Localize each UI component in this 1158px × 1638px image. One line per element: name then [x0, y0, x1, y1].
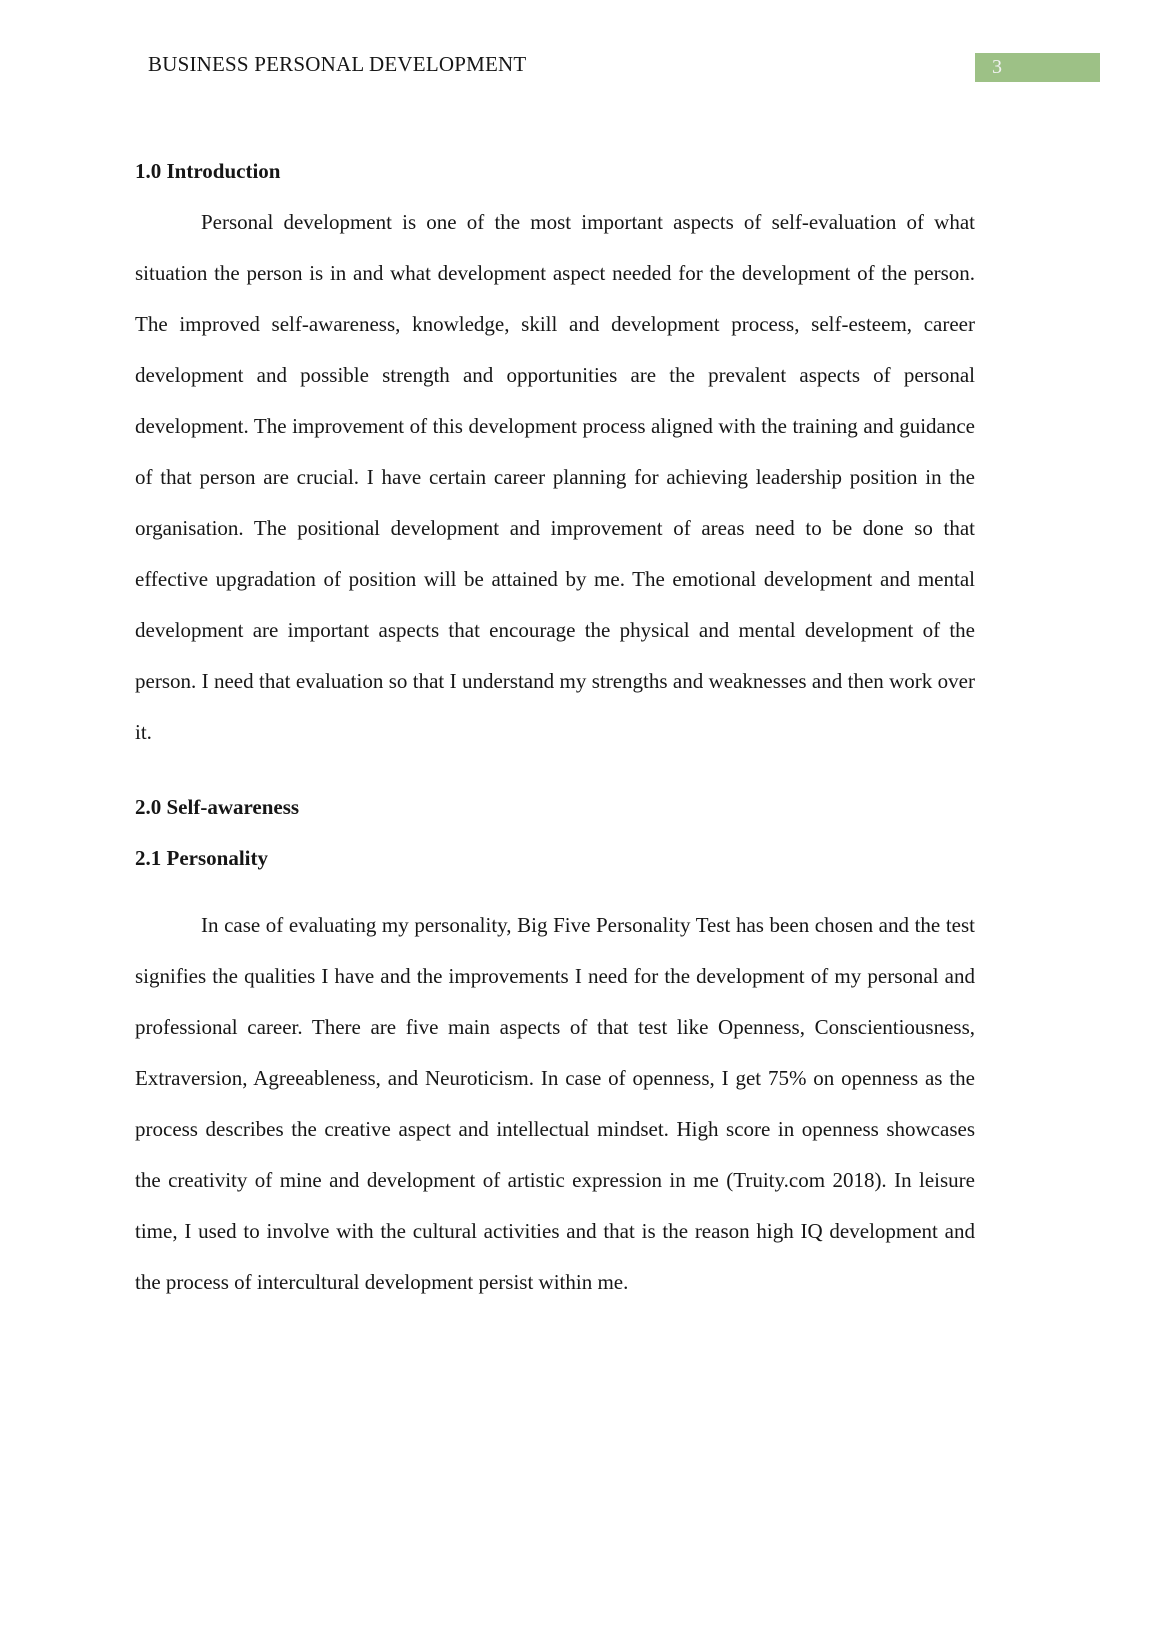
page-header: [148, 52, 1100, 86]
running-head: BUSINESS PERSONAL DEVELOPMENT: [148, 52, 527, 76]
paragraph-personality: In case of evaluating my personality, Big Five Personality Test has been chosen and the test signifies the qualities I have and the improvements I need for the development of my personal and professional career. There are five main aspects of that test like Openness, Conscientiousness, Extraversion, Agreeableness, and Neuroticism. In case of openness, I get 75% on openness as the process describes the creative aspect and intellectual mindset. High score in openness showcases the creativity of mine and development of artistic expression in me (Truity.com 2018). In leisure time, I used to involve with the cultural activities and that is the reason high IQ development and the process of intercultural development persist within me.: [135, 913, 975, 1294]
paragraph-introduction: Personal development is one of the most important aspects of self-evaluation of what situation the person is in and what development aspect needed for the development of the person. The improved self-awareness, knowledge, skill and development process, self-esteem, career development and possible strength and opportunities are the prevalent aspects of personal development. The improvement of this development process aligned with the training and guidance of that person are crucial. I have certain career planning for achieving leadership position in the organisation. The positional development and improvement of areas need to be done so that effective upgradation of position will be attained by me. The emotional development and mental development are important aspects that encourage the physical and mental development of the person. I need that evaluation so that I understand my strengths and weaknesses and then work over it.: [135, 210, 975, 744]
heading-personality: 2.1 Personality: [135, 846, 268, 870]
document-body: [135, 146, 975, 1308]
heading-introduction: 1.0 Introduction: [135, 159, 281, 183]
page-number-badge: 3: [975, 53, 1100, 82]
heading-self-awareness: 2.0 Self-awareness: [135, 795, 300, 819]
